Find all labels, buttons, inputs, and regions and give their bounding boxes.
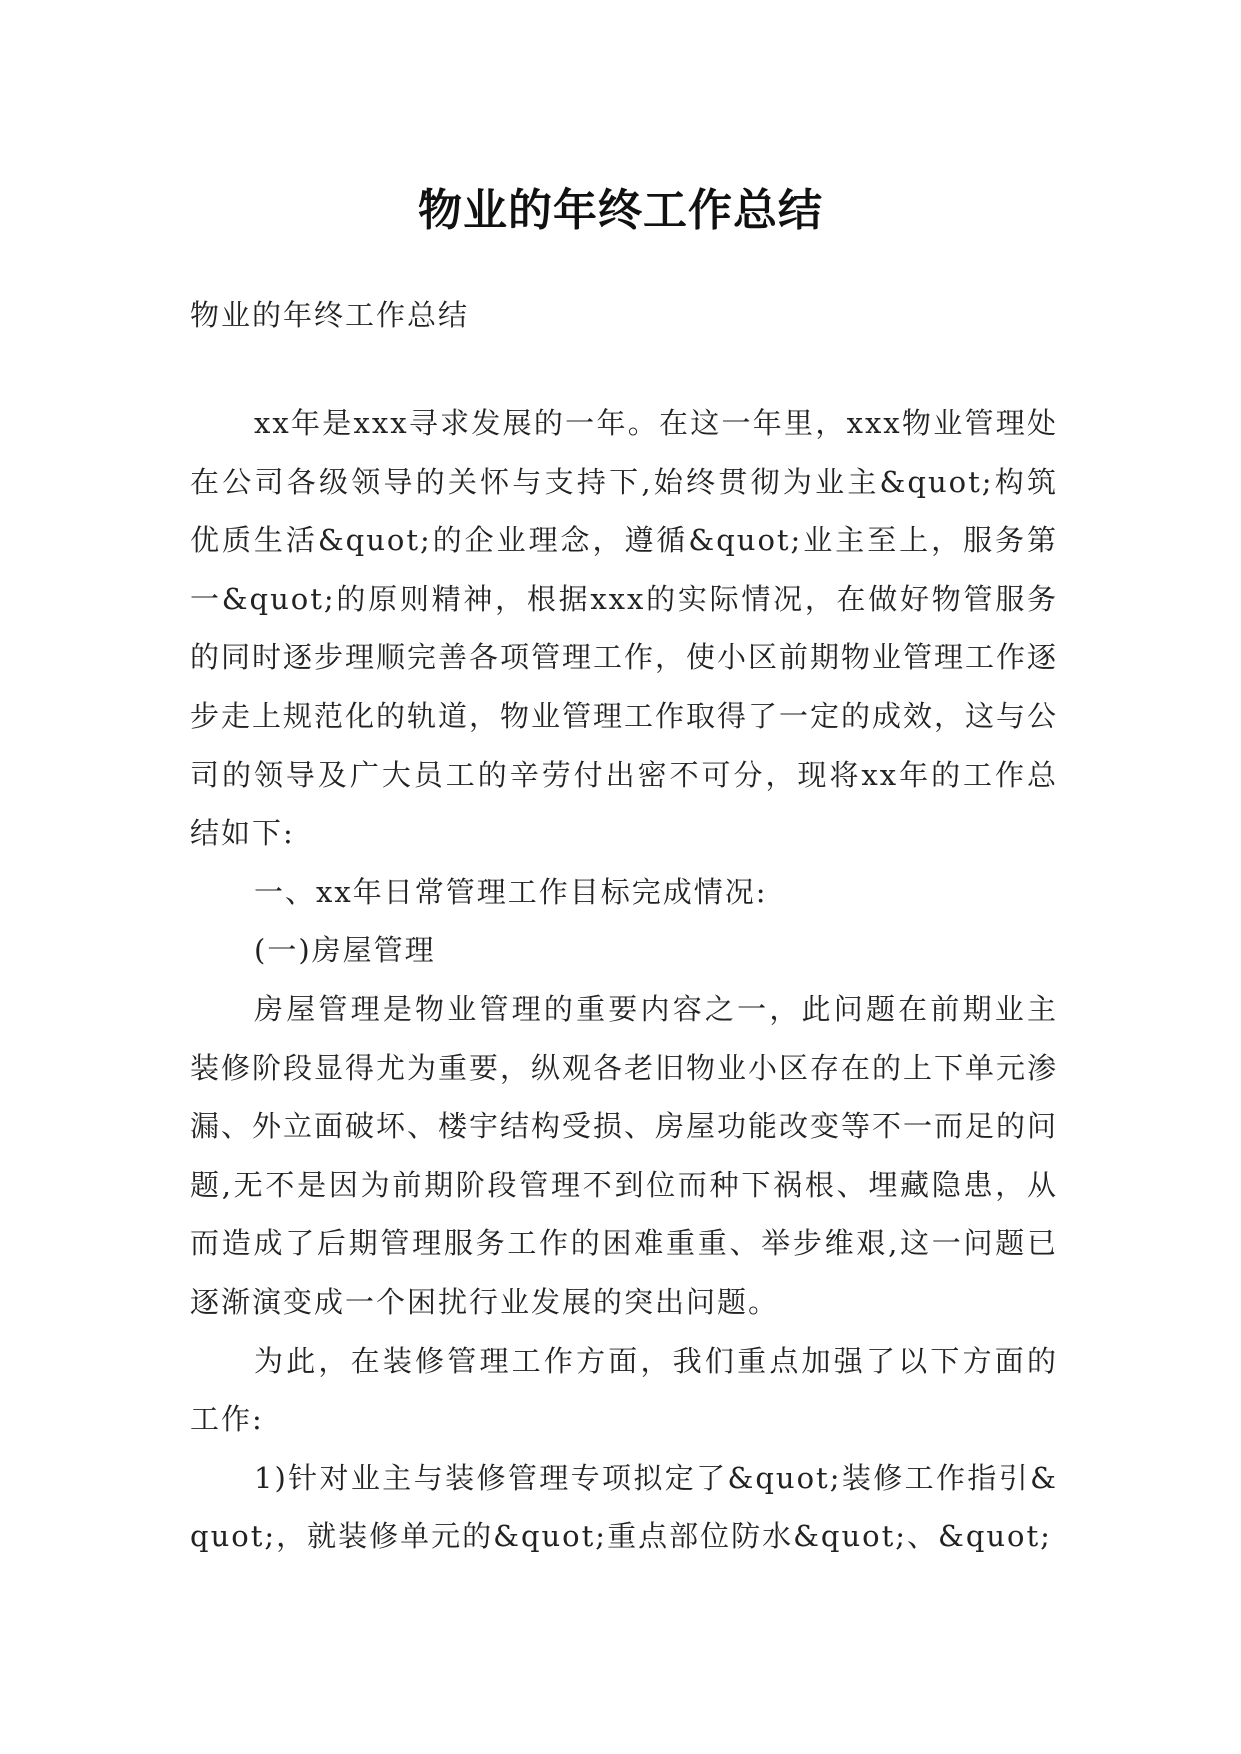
document-body xyxy=(190,286,1058,1566)
document-title: 物业的年终工作总结 xyxy=(418,185,823,237)
subsection-heading-housing: (一)房屋管理 xyxy=(254,933,436,968)
section-heading-1: 一、xx年日常管理工作目标完成情况: xyxy=(254,874,768,909)
list-item-1: 1)针对业主与装修管理专项拟定了&quot;装修工作指引&quot;，就装修单元的&quot;重点部位防水&quot;、&quot; xyxy=(190,1460,1058,1554)
paragraph-intro: xx年是xxx寻求发展的一年。在这一年里，xxx物业管理处在公司各级领导的关怀与支持下,始终贯彻为业主&quot;构筑优质生活&quot;的企业理念，遵循&quot;业主至上，服务第一&quot;的原则精神，根据xxx的实际情况，在做好物管服务的同时逐步理顺完善各项管理工作，使小区前期物业管理工作逐步走上规范化的轨道，物业管理工作取得了一定的成效，这与公司的领导及广大员工的辛劳付出密不可分，现将xx年的工作总结如下: xyxy=(190,406,1059,851)
document-subtitle: 物业的年终工作总结 xyxy=(190,298,470,332)
paragraph-renovation-intro: 为此，在装修管理工作方面，我们重点加强了以下方面的工作: xyxy=(190,1343,1058,1437)
paragraph-housing: 房屋管理是物业管理的重要内容之一，此问题在前期业主装修阶段显得尤为重要，纵观各老旧物业小区存在的上下单元渗漏、外立面破坏、楼宇结构受损、房屋功能改变等不一而足的问题,无不是因为前期阶段管理不到位而种下祸根、埋藏隐患，从而造成了后期管理服务工作的困难重重、举步维艰,这一问题已逐渐演变成一个困扰行业发展的突出问题。 xyxy=(190,991,1059,1319)
